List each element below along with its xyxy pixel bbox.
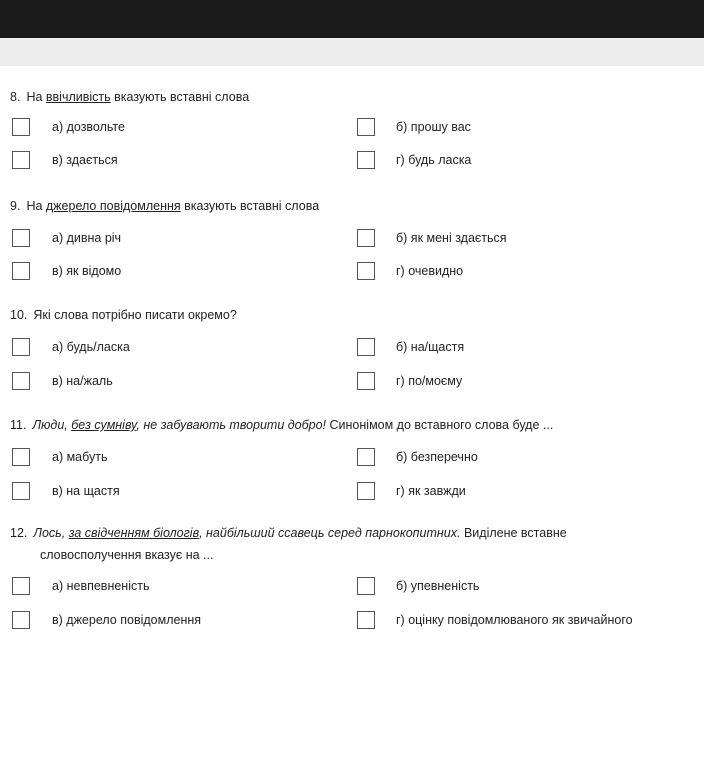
answer-option-label: б) на/щастя: [396, 340, 465, 354]
answer-option-label: г) будь ласка: [396, 153, 472, 167]
question-text-part: Синонімом до вставного слова буде ...: [326, 418, 554, 432]
answer-checkbox[interactable]: [12, 372, 30, 390]
answer-option-label: г) по/моєму: [396, 374, 463, 388]
answer-option-label: в) джерело повідомлення: [52, 613, 202, 627]
question-12: [10, 524, 567, 542]
answer-option-label: г) як завжди: [396, 484, 466, 498]
answer-checkbox[interactable]: [357, 118, 375, 136]
question-8: [10, 88, 249, 106]
question-text-line2: словосполучення вказує на ...: [40, 548, 214, 562]
question-number: 9.: [10, 199, 21, 213]
answer-checkbox[interactable]: [357, 611, 375, 629]
answer-checkbox[interactable]: [12, 262, 30, 280]
answer-checkbox[interactable]: [12, 151, 30, 169]
question-text-part: Лось,: [33, 526, 69, 540]
question-text-part: Виділене вставне: [460, 526, 567, 540]
answer-checkbox[interactable]: [12, 229, 30, 247]
answer-option-label: б) прошу вас: [396, 120, 471, 134]
answer-checkbox[interactable]: [357, 229, 375, 247]
question-text-part: ввічливість: [45, 90, 111, 104]
question-11: [10, 416, 553, 434]
question-10: [10, 306, 237, 324]
question-text-part: На: [26, 199, 46, 213]
answer-checkbox[interactable]: [12, 577, 30, 595]
question-text-part: На: [26, 90, 46, 104]
answer-checkbox[interactable]: [357, 448, 375, 466]
question-number: 8.: [10, 90, 21, 104]
answer-option-label: в) на щастя: [52, 484, 120, 498]
answer-checkbox[interactable]: [357, 262, 375, 280]
question-text-part: Які слова потрібно писати окремо?: [33, 308, 237, 322]
answer-checkbox[interactable]: [357, 577, 375, 595]
question-text-part: за свідченням біологів: [68, 526, 200, 540]
answer-option-label: а) невпевненість: [52, 579, 150, 593]
answer-checkbox[interactable]: [12, 118, 30, 136]
question-text-part: , найбільший ссавець серед парнокопитних.: [199, 526, 461, 540]
top-status-bar: [0, 0, 704, 38]
question-text-part: вказують вставні слова: [180, 199, 320, 213]
question-text-part: без сумніву: [71, 418, 137, 432]
question-text-part: Люди,: [32, 418, 72, 432]
answer-option-label: в) як відомо: [52, 264, 122, 278]
header-band: [0, 38, 704, 66]
answer-checkbox[interactable]: [12, 611, 30, 629]
question-9: [10, 197, 319, 215]
answer-checkbox[interactable]: [357, 151, 375, 169]
question-text-part: , не забувають творити добро!: [136, 418, 327, 432]
question-number: 11.: [10, 418, 27, 432]
answer-option-label: в) на/жаль: [52, 374, 113, 388]
question-text-part: джерело повідомлення: [45, 199, 181, 213]
answer-option-label: а) будь/ласка: [52, 340, 130, 354]
answer-option-label: б) упевненість: [396, 579, 480, 593]
question-text-part: вказують вставні слова: [110, 90, 250, 104]
answer-checkbox[interactable]: [12, 482, 30, 500]
answer-option-label: б) безперечно: [396, 450, 478, 464]
answer-option-label: б) як мені здається: [396, 231, 507, 245]
answer-checkbox[interactable]: [357, 482, 375, 500]
question-number: 12.: [10, 526, 28, 540]
answer-option-label: г) очевидно: [396, 264, 464, 278]
answer-checkbox[interactable]: [357, 372, 375, 390]
answer-checkbox[interactable]: [357, 338, 375, 356]
answer-option-label: в) здається: [52, 153, 118, 167]
answer-checkbox[interactable]: [12, 338, 30, 356]
answer-option-label: г) оцінку повідомлюваного як звичайного: [396, 613, 633, 627]
answer-option-label: а) дозвольте: [52, 120, 125, 134]
answer-option-label: а) мабуть: [52, 450, 108, 464]
answer-checkbox[interactable]: [12, 448, 30, 466]
question-number: 10.: [10, 308, 28, 322]
answer-option-label: а) дивна річ: [52, 231, 122, 245]
